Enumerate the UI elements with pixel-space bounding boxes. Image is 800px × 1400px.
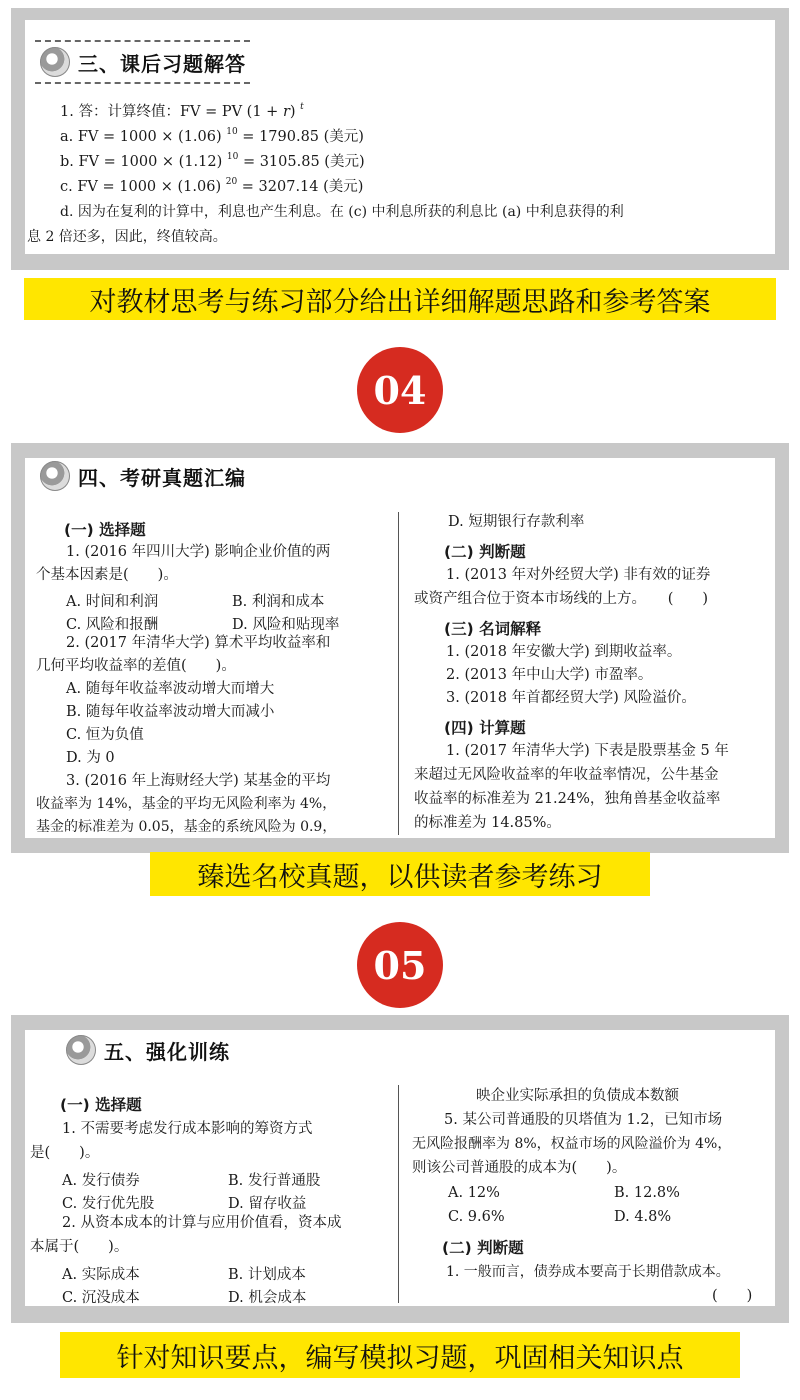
option-c: C. 风险和报酬	[66, 617, 159, 633]
subheading-judge: (二) 判断题	[444, 543, 526, 561]
q-line: 1. 不需要考虑发行成本影响的筹资方式	[62, 1121, 313, 1137]
term-line: 2. (2013 年中山大学) 市盈率。	[446, 667, 653, 683]
section-3-dash-bottom	[35, 82, 250, 84]
option-b: B. 12.8%	[614, 1185, 680, 1201]
subheading-choice: (一) 选择题	[64, 521, 146, 539]
judge-line: 1. 一般而言，债券成本要高于长期借款成本。	[446, 1264, 730, 1280]
option-b: B. 利润和成本	[232, 594, 325, 610]
column-divider	[398, 512, 399, 835]
option-d: D. 留存收益	[228, 1196, 307, 1212]
calc-line: 来超过无风险收益率的年收益率情况，公牛基金	[414, 767, 719, 783]
q-line: 几何平均收益率的差值( )。	[36, 658, 236, 674]
option-d: D. 机会成本	[228, 1290, 307, 1306]
section-3-dash-top	[35, 40, 250, 42]
section-4-title: 四、考研真题汇编	[78, 465, 246, 490]
answer-line-a: a. FV = 1000 × (1.06) $^{10}$ = 1790.85 (美元)	[60, 127, 364, 145]
subheading-choice: (一) 选择题	[60, 1096, 142, 1114]
calc-line: 的标准差为 14.85%。	[414, 815, 561, 831]
judge-line: 1. (2013 年对外经贸大学) 非有效的证券	[446, 567, 711, 583]
answer-line-c: c. FV = 1000 × (1.06) $^{20}$ = 3207.14 (美元)	[60, 177, 364, 195]
q-line: 1. (2016 年四川大学) 影响企业价值的两	[66, 544, 331, 560]
option-d-line: D. 短期银行存款利率	[448, 514, 585, 530]
column-divider	[398, 1085, 399, 1303]
calc-line: 收益率的标准差为 21.24%，独角兽基金收益率	[414, 791, 721, 807]
option-c: C. 沉没成本	[62, 1290, 140, 1306]
q-line: C. 恒为负值	[66, 727, 144, 743]
feature-banner-1: 对教材思考与练习部分给出详细解题思路和参考答案	[24, 278, 776, 320]
section-logo-icon	[66, 1035, 96, 1065]
q-line: 基金的标准差为 0.05，基金的系统风险为 0.9，	[36, 819, 337, 835]
calc-line: 1. (2017 年清华大学) 下表是股票基金 5 年	[446, 743, 729, 759]
q-line: 2. (2017 年清华大学) 算术平均收益率和	[66, 635, 331, 651]
answer-line-d1: d. 因为在复利的计算中，利息也产生利息。在 (c) 中利息所获的利息比 (a) 中利息获得的利	[60, 204, 624, 220]
q-line: A. 随每年收益率波动增大而增大	[66, 681, 275, 697]
term-line: 1. (2018 年安徽大学) 到期收益率。	[446, 644, 682, 660]
judge-line: 或资产组合位于资本市场线的上方。 ( )	[414, 591, 709, 607]
q-line: 无风险报酬率为 8%，权益市场的风险溢价为 4%，	[412, 1136, 732, 1152]
section-5-header	[66, 1035, 230, 1065]
option-a: A. 12%	[448, 1185, 500, 1201]
option-b: B. 计划成本	[228, 1267, 306, 1283]
section-5-title: 五、强化训练	[104, 1039, 230, 1064]
q-line: B. 随每年收益率波动增大而减小	[66, 704, 275, 720]
option-d: D. 风险和贴现率	[232, 617, 340, 633]
option-c: C. 9.6%	[448, 1209, 505, 1225]
q-line: 5. 某公司普通股的贝塔值为 1.2，已知市场	[444, 1112, 723, 1128]
q-line: 是( )。	[30, 1145, 100, 1161]
judge-line: ( )	[712, 1288, 753, 1304]
section-4-header	[40, 461, 246, 491]
answer-line-d2: 息 2 倍还多，因此，终值较高。	[27, 229, 227, 245]
q-line: 本属于( )。	[30, 1239, 129, 1255]
section-number-badge-04: 04	[357, 347, 443, 433]
section-3-title: 三、课后习题解答	[78, 51, 246, 76]
option-c: C. 发行优先股	[62, 1196, 155, 1212]
answer-line-b: b. FV = 1000 × (1.12) $^{10}$ = 3105.85 (美元)	[60, 152, 365, 170]
section-3-header	[40, 47, 246, 77]
q-line: 3. (2016 年上海财经大学) 某基金的平均	[66, 773, 331, 789]
q-line: D. 为 0	[66, 750, 115, 766]
answer-line-1: 1. 答：计算终值：FV = PV (1 + r) $^t$	[60, 102, 304, 120]
term-line: 3. (2018 年首都经贸大学) 风险溢价。	[446, 690, 696, 706]
option-a: A. 时间和利润	[66, 594, 159, 610]
subheading-calc: (四) 计算题	[444, 719, 526, 737]
q-line: 个基本因素是( )。	[36, 567, 178, 583]
section-logo-icon	[40, 47, 70, 77]
q-line: 2. 从资本成本的计算与应用价值看，资本成	[62, 1215, 342, 1231]
feature-banner-3: 针对知识要点，编写模拟习题，巩固相关知识点	[60, 1332, 740, 1378]
option-a: A. 实际成本	[62, 1267, 140, 1283]
option-d: D. 4.8%	[614, 1209, 672, 1225]
option-a: A. 发行债券	[62, 1173, 140, 1189]
q-line: 映企业实际承担的负债成本数额	[476, 1088, 679, 1104]
subheading-judge: (二) 判断题	[442, 1239, 524, 1257]
q-line: 则该公司普通股的成本为( )。	[412, 1160, 627, 1176]
feature-banner-2: 臻选名校真题，以供读者参考练习	[150, 852, 650, 896]
option-b: B. 发行普通股	[228, 1173, 321, 1189]
section-number-badge-05: 05	[357, 922, 443, 1008]
q-line: 收益率为 14%，基金的平均无风险利率为 4%，	[36, 796, 337, 812]
section-logo-icon	[40, 461, 70, 491]
subheading-terms: (三) 名词解释	[444, 620, 542, 638]
